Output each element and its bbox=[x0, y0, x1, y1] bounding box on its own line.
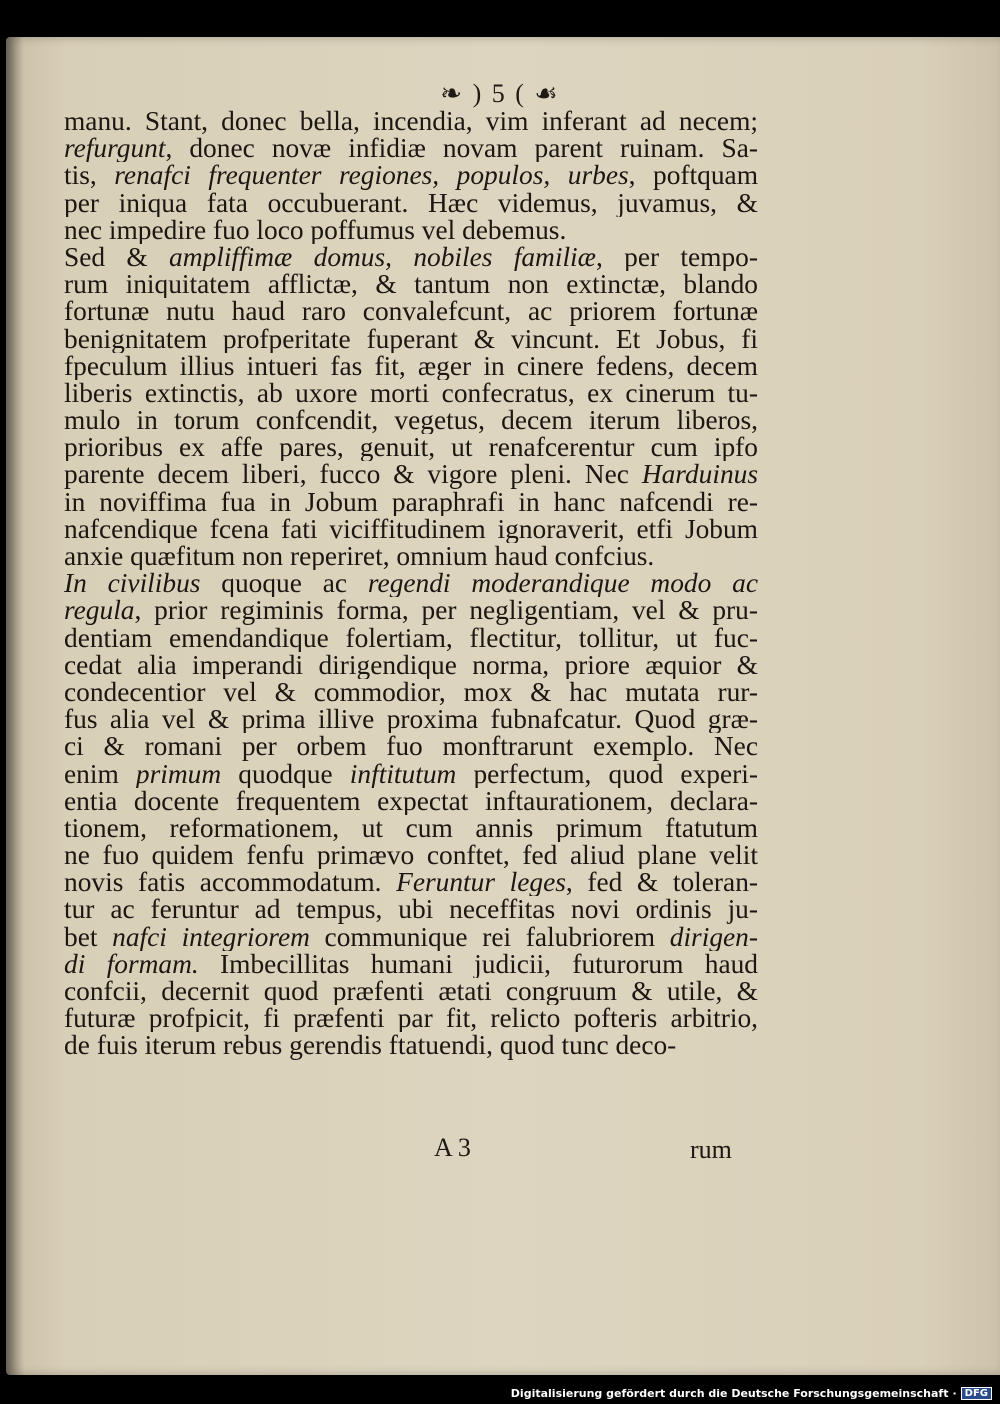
text-line bbox=[64, 733, 758, 760]
italic-run: nafci integriorem bbox=[112, 923, 310, 951]
text-run: rum iniquitatem afflictæ, & tantum non extinctæ, blando bbox=[64, 271, 758, 299]
body-text bbox=[64, 108, 758, 1060]
italic-run: regendi moderandique modo ac bbox=[367, 570, 758, 598]
text-run: cedat alia imperandi dirigendique norma, priore æquior & bbox=[64, 651, 758, 679]
text-line bbox=[64, 570, 758, 597]
text-line bbox=[64, 244, 758, 271]
text-run: condecentior vel & commodior, mox & hac mutata rur- bbox=[64, 678, 758, 707]
text-line bbox=[64, 135, 758, 162]
text-line bbox=[64, 924, 758, 951]
italic-run: dirigen- bbox=[669, 923, 758, 951]
text-run: entia docente frequentem expectat inftaurationem, declara- bbox=[64, 787, 758, 815]
italic-run: di formam. bbox=[64, 950, 199, 978]
text-line bbox=[64, 543, 758, 570]
italic-run: primum bbox=[135, 760, 222, 788]
text-line bbox=[64, 761, 758, 788]
credit-text: Digitalisierung gefördert durch die Deutsche Forschungsgemeinschaft bbox=[510, 1387, 949, 1400]
text-line bbox=[64, 380, 758, 407]
text-line bbox=[64, 788, 758, 815]
text-run: tur ac feruntur ad tempus, ubi neceffitas novi ordinis ju- bbox=[64, 896, 758, 924]
text-run: fpeculum illius intueri fas fit, æger in cinere fedens, decem bbox=[64, 352, 758, 380]
text-run: ci & romani per orbem fuo monftrarunt exemplo. Nec bbox=[64, 733, 758, 761]
signature-mark: A 3 bbox=[434, 1133, 471, 1162]
text-run: confcii, decernit quod præfenti ætati congruum & utile, & bbox=[64, 978, 758, 1006]
text-line bbox=[64, 217, 758, 244]
text-run: Imbecillitas humani judicii, futurorum haud bbox=[198, 950, 758, 978]
text-run: anxie quæfitum non reperiret, omnium haud confcius. bbox=[64, 543, 655, 571]
text-run: , fed & toleran- bbox=[565, 869, 758, 897]
text-run: per iniqua fata occubuerant. Hæc videmus, juvamus, & bbox=[64, 189, 758, 217]
text-line bbox=[64, 869, 758, 896]
text-line bbox=[64, 652, 758, 679]
text-line bbox=[64, 162, 758, 189]
text-line bbox=[64, 298, 758, 325]
text-run: nafcendique fcena fati viciffitudinem ignoraverit, etfi Jobum bbox=[64, 515, 758, 543]
italic-run: inftitutum bbox=[349, 760, 457, 788]
text-run: quoque ac bbox=[200, 570, 368, 598]
text-run: quodque bbox=[221, 760, 350, 788]
text-run: perfectum, quod experi- bbox=[456, 760, 758, 788]
italic-run: refurgunt bbox=[64, 135, 166, 163]
text-line bbox=[64, 978, 758, 1005]
text-run: tis, bbox=[64, 162, 115, 190]
digitization-credit bbox=[511, 1387, 992, 1400]
text-run: bet bbox=[64, 923, 113, 951]
page-spine-shadow bbox=[6, 37, 24, 1375]
text-line bbox=[64, 353, 758, 380]
text-run: prioribus ex affe pares, genuit, ut renafcerentur cum ipfo bbox=[64, 434, 758, 462]
text-line bbox=[64, 190, 758, 217]
text-run: novis fatis accommodatum. bbox=[64, 869, 397, 897]
text-line bbox=[64, 516, 758, 543]
italic-run: ampliffimæ domus, nobiles familiæ bbox=[169, 243, 596, 272]
text-run: , poftquam bbox=[628, 162, 758, 190]
text-run: de fuis iterum rebus gerendis ftatuendi, quod tunc deco- bbox=[64, 1032, 677, 1060]
text-line bbox=[64, 407, 758, 434]
text-run: fus alia vel & prima illive proxima fubnafcatur. Quod græ- bbox=[64, 706, 758, 734]
italic-run: In civilibus bbox=[64, 570, 201, 598]
text-run: mulo in torum confcendit, vegetus, decem iterum liberos, bbox=[64, 407, 758, 435]
text-line bbox=[64, 108, 758, 135]
text-run: parente decem liberi, fucco & vigore pleni. Nec bbox=[64, 461, 642, 489]
text-line bbox=[64, 326, 758, 353]
text-line bbox=[64, 815, 758, 842]
text-run: communique rei falubriorem bbox=[309, 923, 670, 951]
text-line bbox=[64, 679, 758, 706]
text-run: liberis extinctis, ab uxore morti confecratus, ex cinerum tu- bbox=[64, 379, 758, 408]
italic-run: Feruntur leges bbox=[396, 869, 566, 897]
page-header-ornament: ❧ ) 5 ( ☙ bbox=[440, 79, 560, 108]
text-run: manu. Stant, donec bella, incendia, vim inferant ad necem; bbox=[64, 108, 758, 136]
italic-run: Harduinus bbox=[641, 461, 758, 489]
text-run: tionem, reformationem, ut cum annis primum ftatutum bbox=[64, 814, 758, 843]
text-run: enim bbox=[64, 760, 136, 788]
text-run: fortunæ nutu haud raro convalefcunt, ac priorem fortunæ bbox=[64, 298, 758, 326]
text-run: nec impedire fuo loco poffumus vel debemus. bbox=[64, 216, 567, 244]
text-run: ne fuo quidem fenfu primævo conftet, fed aliud plane velit bbox=[64, 842, 758, 870]
text-line bbox=[64, 434, 758, 461]
text-run: , prior regiminis forma, per negligentiam, vel & pru- bbox=[134, 597, 758, 625]
text-run: , per tempo- bbox=[595, 243, 758, 272]
text-line bbox=[64, 896, 758, 923]
italic-run: regula bbox=[64, 597, 135, 625]
text-line bbox=[64, 1005, 758, 1032]
text-line bbox=[64, 1032, 758, 1059]
text-run: in noviffima fua in Jobum paraphrafi in hanc nafcendi re- bbox=[64, 488, 758, 516]
credit-separator: · bbox=[952, 1387, 957, 1400]
text-line bbox=[64, 461, 758, 488]
text-line bbox=[64, 597, 758, 624]
text-run: , donec novæ infidiæ novam parent ruinam. Sa- bbox=[165, 135, 758, 163]
catchword: rum bbox=[690, 1135, 732, 1164]
text-run: futuræ profpicit, fi præfenti par fit, relicto pofteris arbitrio, bbox=[64, 1005, 758, 1033]
text-line bbox=[64, 625, 758, 652]
text-line bbox=[64, 706, 758, 733]
text-line bbox=[64, 842, 758, 869]
text-run: dentiam emendandique folertiam, flectitur, tollitur, ut fuc- bbox=[64, 624, 758, 652]
text-run: benignitatem profperitate fuperant & vincunt. Et Jobus, fi bbox=[64, 325, 758, 353]
dfg-logo: DFG bbox=[961, 1387, 992, 1400]
text-line bbox=[64, 951, 758, 978]
text-line bbox=[64, 489, 758, 516]
text-line bbox=[64, 271, 758, 298]
italic-run: renafci frequenter regiones, populos, urbes bbox=[114, 162, 629, 190]
text-run: Sed & bbox=[64, 243, 170, 272]
